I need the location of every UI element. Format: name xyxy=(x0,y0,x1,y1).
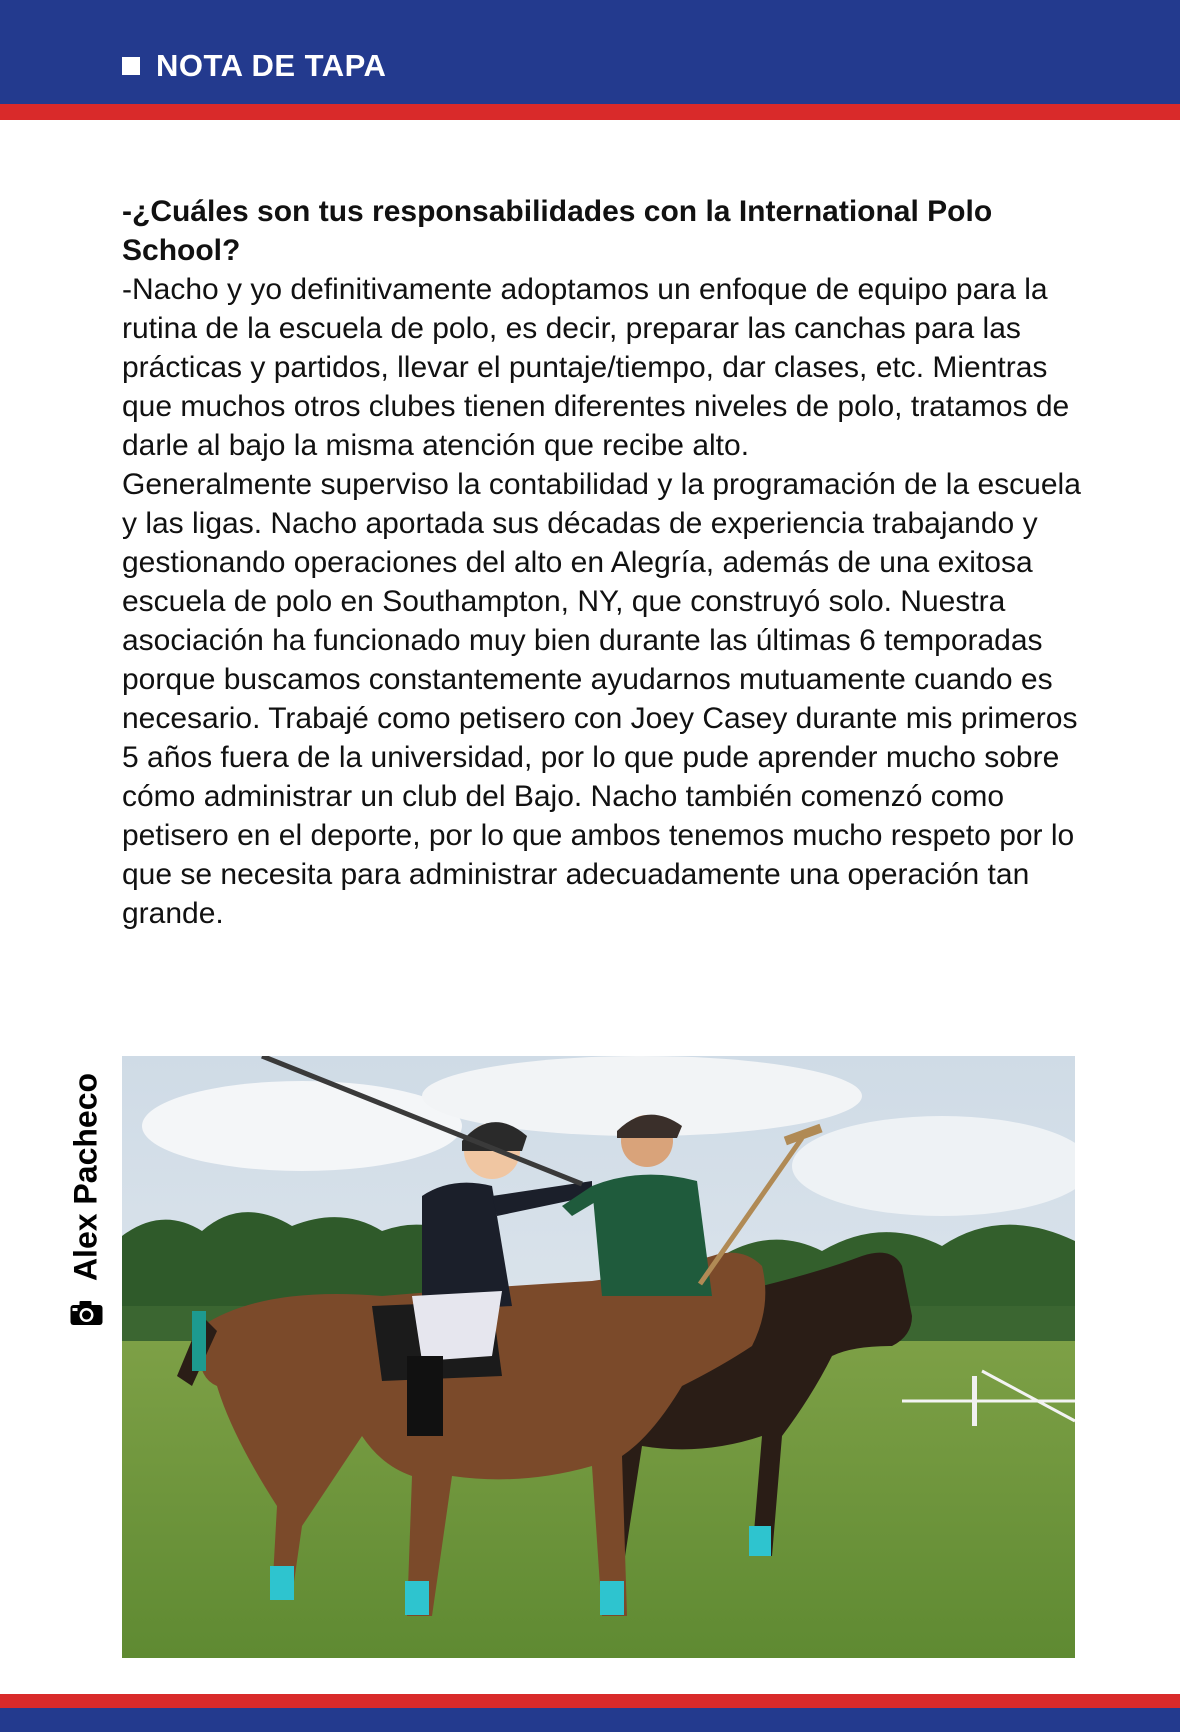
header-red-stripe xyxy=(0,104,1180,120)
footer-bar xyxy=(0,1708,1180,1732)
camera-icon xyxy=(69,1297,103,1323)
square-bullet-icon xyxy=(122,57,140,75)
footer-red-stripe xyxy=(0,1694,1180,1708)
photo-credit-name: Alex Pacheco xyxy=(67,1072,104,1282)
interview-question: -¿Cuáles son tus responsabilidades con la International Polo School? xyxy=(122,195,993,267)
article-body xyxy=(122,192,1082,933)
section-label xyxy=(122,48,386,84)
section-label-text: NOTA DE TAPA xyxy=(156,48,387,83)
photo-credit xyxy=(62,1050,110,1350)
polo-photo xyxy=(122,1056,1075,1658)
answer-paragraph-2: Generalmente superviso la contabilidad y la programación de la escuela y las ligas. Nacho aportada sus décadas de experiencia trabajando y gestionando operaciones del alto en Alegría, además de una exitosa escuela de polo en Southampton, NY, que construyó solo. Nuestra asociación ha funcionado muy bien durante las últimas 6 temporadas porque buscamos constantemente ayudarnos mutuamente cuando es necesario. Trabajé como petisero con Joey Casey durante mis primeros 5 años fuera de la universidad, por lo que pude aprender mucho sobre cómo administrar un club del Bajo. Nacho también comenzó como petisero en el deporte, por lo que ambos tenemos mucho respeto por lo que se necesita para administrar adecuadamente una operación tan grande. xyxy=(122,468,1081,930)
answer-paragraph-1: -Nacho y yo definitivamente adoptamos un enfoque de equipo para la rutina de la escuela de polo, es decir, preparar las canchas para las prácticas y partidos, llevar el puntaje/tiempo, dar clases, etc. Mientras que muchos otros clubes tienen diferentes niveles de polo, tratamos de darle al bajo la misma atención que recibe alto. xyxy=(122,273,1070,462)
